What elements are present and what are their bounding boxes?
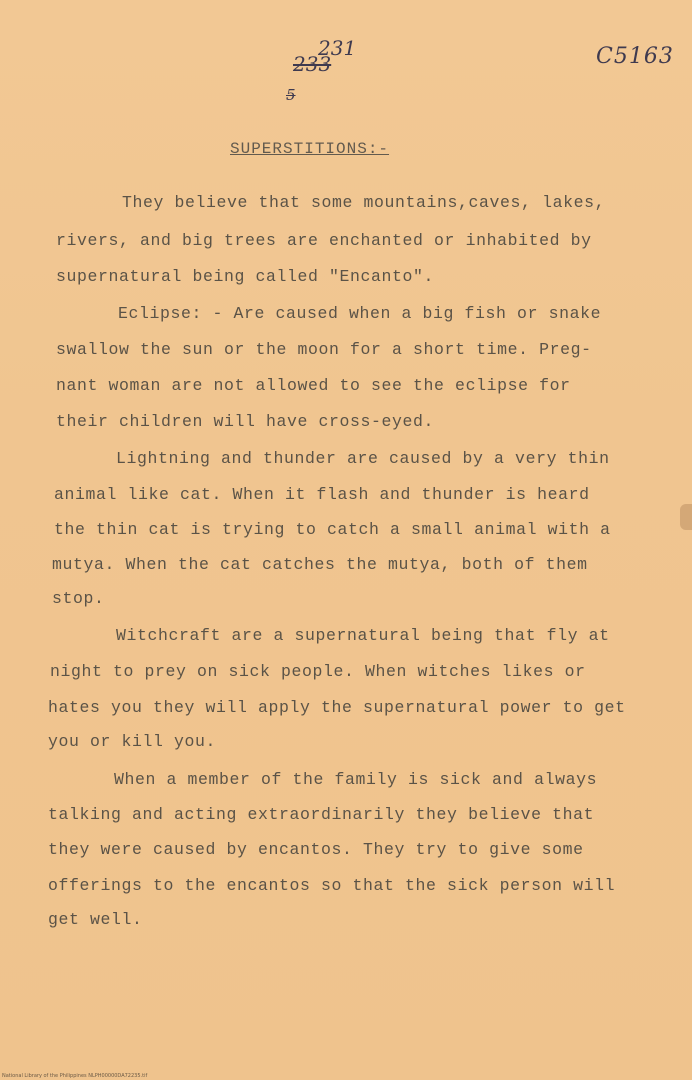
text-line: swallow the sun or the moon for a short time. Preg-	[56, 340, 592, 359]
text-line: they were caused by encantos. They try to give some	[48, 840, 584, 859]
section-number: 5	[286, 86, 296, 104]
page-number-current: 231	[318, 36, 357, 60]
paper-stain	[680, 504, 692, 530]
text-line: hates you they will apply the supernatural power to get	[48, 698, 626, 717]
text-line: rivers, and big trees are enchanted or inhabited by	[56, 231, 592, 250]
text-line: the thin cat is trying to catch a small animal with a	[54, 520, 611, 539]
text-line: animal like cat. When it flash and thunder is heard	[54, 485, 590, 504]
text-line: nant woman are not allowed to see the eclipse for	[56, 376, 571, 395]
text-line: stop.	[52, 589, 105, 608]
page-title: SUPERSTITIONS:-	[230, 140, 390, 158]
text-line: night to prey on sick people. When witches likes or	[50, 662, 586, 681]
page-number-struck: 233	[293, 52, 332, 76]
text-line: Eclipse: - Are caused when a big fish or snake	[118, 304, 602, 323]
text-line: mutya. When the cat catches the mutya, both of them	[52, 555, 588, 574]
text-line: their children will have cross-eyed.	[56, 412, 435, 431]
text-line: They believe that some mountains,caves, lakes,	[122, 193, 606, 212]
text-line: get well.	[48, 910, 143, 929]
text-line: Lightning and thunder are caused by a very thin	[116, 449, 610, 468]
text-line: you or kill you.	[48, 732, 217, 751]
text-line: talking and acting extraordinarily they believe that	[48, 805, 595, 824]
footer-source: National Library of the Philippines NLPH00000DA72235.tif	[2, 1073, 148, 1079]
catalog-code: C5163	[596, 44, 674, 69]
text-line: When a member of the family is sick and always	[114, 770, 598, 789]
text-line: supernatural being called "Encanto".	[56, 267, 435, 286]
text-line: Witchcraft are a supernatural being that fly at	[116, 626, 610, 645]
text-line: offerings to the encantos so that the sick person will	[48, 876, 616, 895]
